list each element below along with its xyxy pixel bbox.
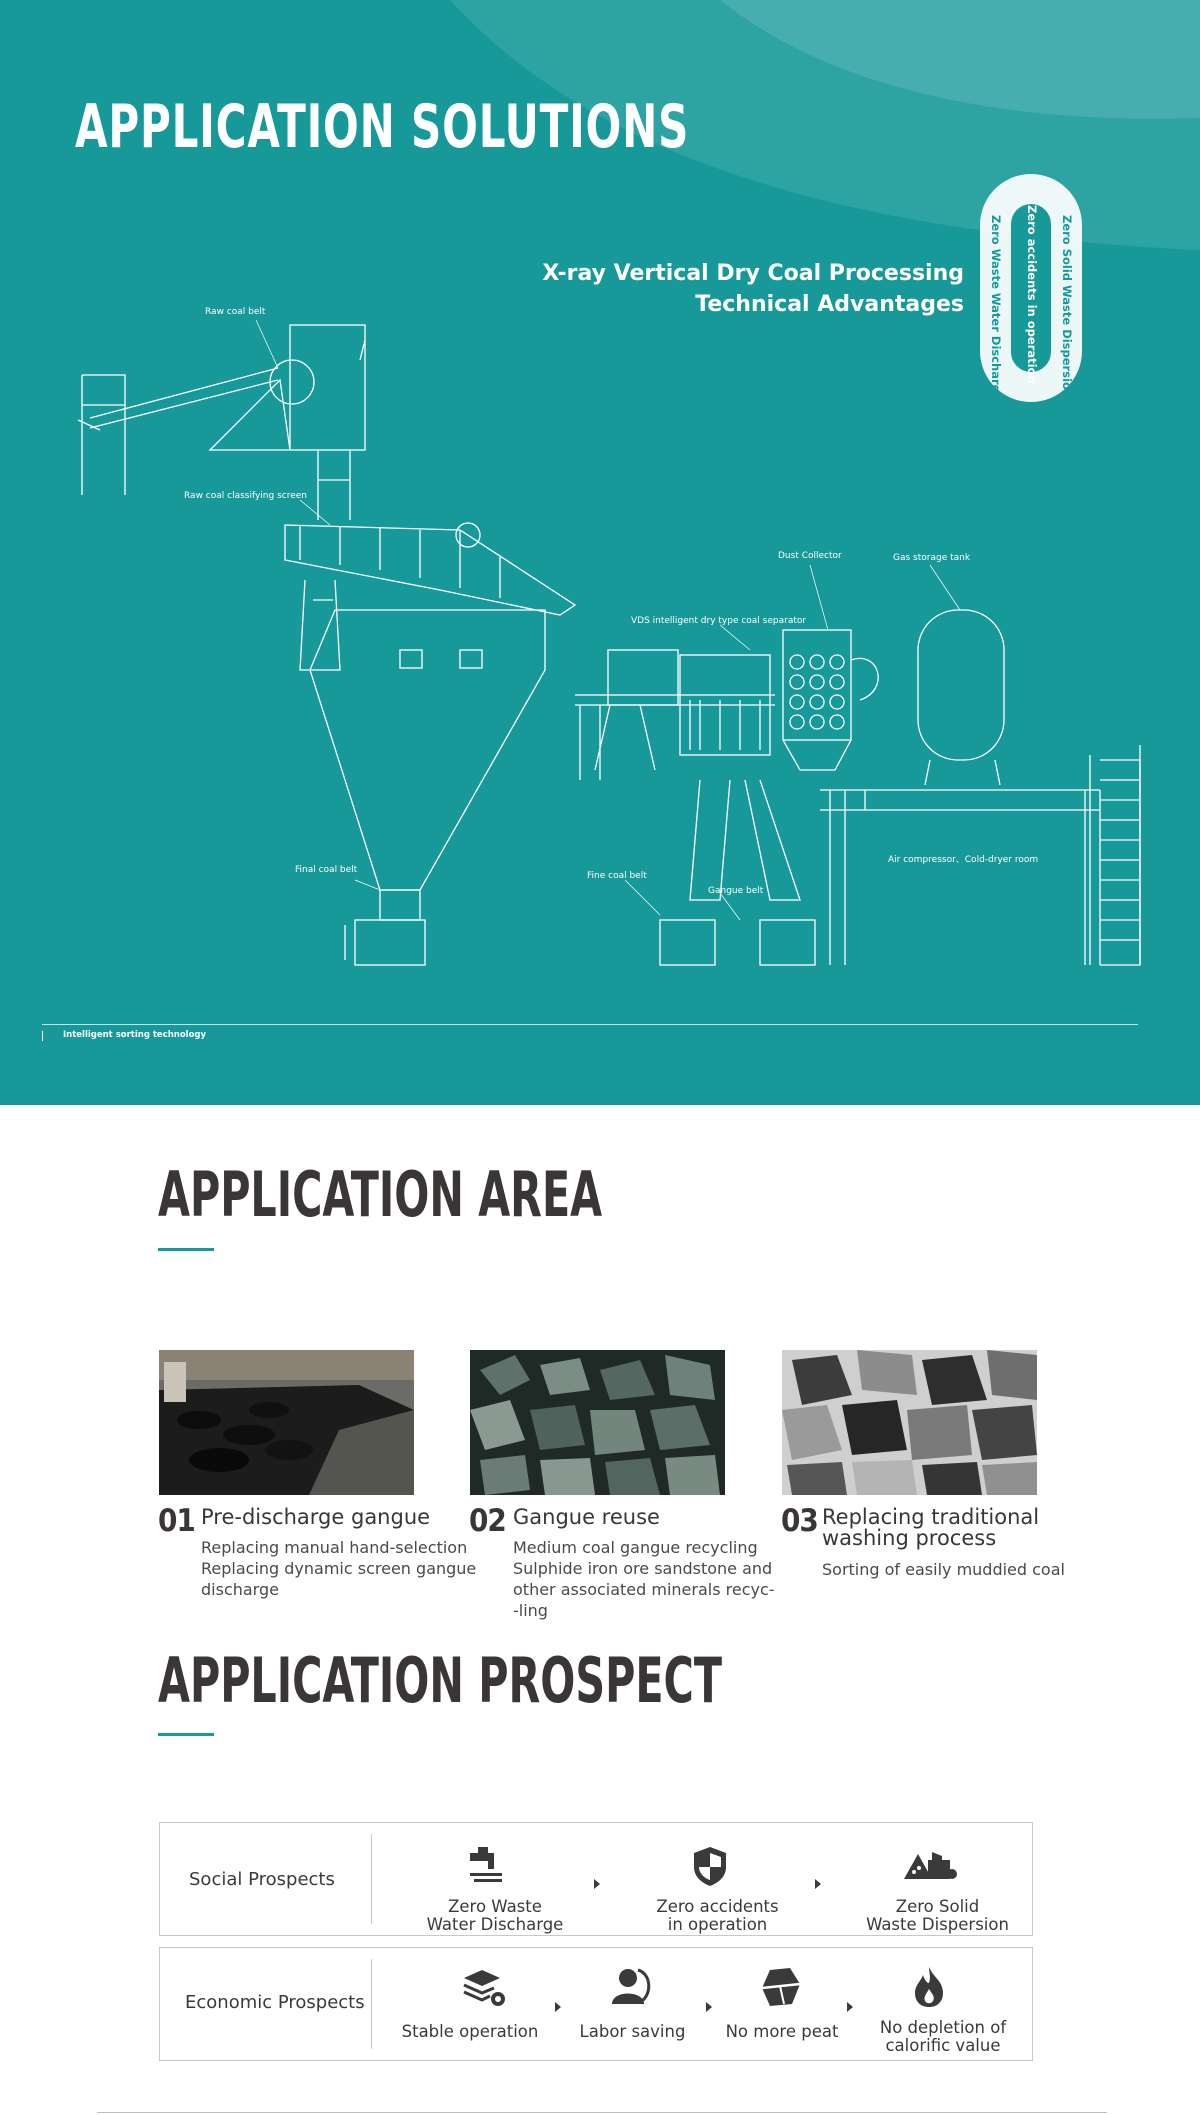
vds-separator — [608, 650, 678, 705]
area-item-1-heading: Pre-discharge gangue — [201, 1505, 431, 1529]
economic-item-3 — [712, 2023, 852, 2041]
economic-item-3-line1: No more peat — [725, 2022, 839, 2041]
application-area-title: APPLICATION AREA — [158, 1158, 603, 1231]
social-item-3 — [855, 1898, 1020, 1934]
social-prospects-divider — [371, 1834, 372, 1924]
hero-divider — [42, 1024, 1138, 1025]
social-item-2-line2: in operation — [667, 1915, 768, 1934]
application-prospect-underline — [158, 1733, 214, 1736]
area-photo-2 — [470, 1350, 725, 1495]
area-item-1-line: Replacing dynamic screen gangue — [201, 1559, 477, 1578]
hero-title: APPLICATION SOLUTIONS — [75, 92, 690, 162]
social-item-1 — [420, 1898, 570, 1934]
bottom-divider — [97, 2112, 1107, 2113]
compressor-room — [820, 790, 1100, 965]
classifying-screen — [285, 525, 575, 615]
chevron-right-icon — [594, 1879, 600, 1889]
screen-support — [300, 580, 340, 670]
area-photo-3 — [782, 1350, 1037, 1495]
pill-item-solid-waste: Zero Solid Waste Dispersion — [1060, 215, 1074, 399]
social-item-3-line1: Zero Solid — [895, 1897, 980, 1916]
flame-icon — [911, 1965, 947, 2009]
final-coal-belt — [380, 890, 420, 920]
area-item-3-heading-line1: Replacing traditional — [822, 1505, 1040, 1529]
worker-icon — [610, 1966, 654, 2010]
area-item-3-line: Sorting of easily muddied coal — [822, 1560, 1065, 1579]
label-dust-collector: Dust Collector — [778, 551, 842, 561]
label-raw-coal-belt: Raw coal belt — [205, 307, 266, 317]
solid-waste-icon — [902, 1846, 960, 1882]
gangue-chute — [690, 780, 800, 900]
area-item-2-line: Sulphide iron ore sandstone and — [513, 1559, 773, 1578]
area-item-3-heading-line2: washing process — [822, 1526, 997, 1550]
pill-item-waste-water: Zero Waste Water Discharge — [989, 215, 1003, 401]
shield-icon — [690, 1845, 730, 1887]
economic-item-1-line1: Stable operation — [401, 2022, 539, 2041]
gangue-belt — [760, 920, 815, 965]
economic-item-4 — [868, 2019, 1018, 2055]
dust-collector — [783, 630, 851, 740]
area-item-3-number: 03 — [781, 1503, 818, 1539]
hero-subtitle-line2: Technical Advantages — [695, 292, 964, 317]
hopper — [310, 610, 545, 890]
label-fine-coal-belt: Fine coal belt — [587, 871, 647, 881]
area-item-1-number: 01 — [158, 1503, 195, 1539]
area-item-1-line: discharge — [201, 1580, 279, 1599]
economic-item-2-line1: Labor saving — [579, 2022, 686, 2041]
layers-gear-icon — [460, 1968, 508, 2010]
chevron-right-icon — [815, 1879, 821, 1889]
label-vds-separator: VDS intelligent dry type coal separator — [631, 616, 807, 626]
area-item-2-line: other associated minerals recyc- — [513, 1580, 775, 1599]
area-item-3-body — [822, 1559, 1065, 1580]
economic-prospects-label: Economic Prospects — [185, 1992, 365, 2013]
economic-prospects-divider — [371, 1959, 372, 2049]
label-final-coal-belt: Final coal belt — [295, 865, 358, 875]
social-item-1-line2: Water Discharge — [426, 1915, 564, 1934]
left-beam — [78, 375, 125, 495]
coal-lump-icon — [760, 1966, 802, 2008]
application-area-underline — [158, 1248, 214, 1251]
area-item-2-heading: Gangue reuse — [513, 1505, 660, 1529]
hero-footer-text: Intelligent sorting technology — [63, 1030, 207, 1040]
fine-coal-belt — [660, 920, 715, 965]
social-item-3-line2: Waste Dispersion — [866, 1915, 1009, 1934]
economic-item-1 — [395, 2023, 545, 2041]
pill-item-accidents: Zero accidents in operation — [1025, 205, 1039, 384]
chute — [318, 480, 350, 520]
gas-storage-tank — [918, 610, 1004, 760]
label-classifying-screen: Raw coal classifying screen — [184, 491, 307, 501]
application-prospect-title: APPLICATION PROSPECT — [158, 1644, 722, 1717]
economic-item-4-line2: calorific value — [885, 2036, 1001, 2055]
area-item-1-line: Replacing manual hand-selection — [201, 1538, 468, 1557]
area-item-2-body — [513, 1537, 775, 1621]
economic-item-4-line1: No depletion of — [879, 2018, 1007, 2037]
economic-item-2 — [565, 2023, 700, 2041]
label-gas-storage-tank: Gas storage tank — [893, 553, 971, 563]
area-item-2-line: Medium coal gangue recycling — [513, 1538, 758, 1557]
chevron-right-icon — [706, 2002, 712, 2012]
raw-coal-head-frame — [290, 325, 365, 450]
area-photo-1 — [159, 1350, 414, 1495]
process-diagram — [0, 290, 1200, 1000]
stairs — [1100, 760, 1140, 965]
area-item-3-heading — [822, 1507, 1039, 1549]
social-item-2-line1: Zero accidents — [656, 1897, 779, 1916]
social-prospects-label: Social Prospects — [189, 1869, 335, 1890]
chevron-right-icon — [555, 2002, 561, 2012]
hero-subtitle-line1: X-ray Vertical Dry Coal Processing — [542, 261, 964, 286]
hero-footer-tick — [42, 1031, 43, 1041]
area-item-2-line: -ling — [513, 1601, 548, 1620]
label-air-compressor: Air compressor、Cold-dryer room — [888, 855, 1039, 865]
area-item-2-number: 02 — [469, 1503, 506, 1539]
label-gangue-belt: Gangue belt — [708, 886, 764, 896]
social-item-1-line1: Zero Waste — [448, 1897, 542, 1916]
area-item-1-body — [201, 1537, 476, 1600]
raw-coal-belt-pulley — [270, 360, 314, 404]
raw-coal-belt-line — [90, 368, 278, 428]
social-item-2 — [640, 1898, 795, 1934]
water-tap-icon — [466, 1845, 510, 1885]
chevron-right-icon — [847, 2002, 853, 2012]
